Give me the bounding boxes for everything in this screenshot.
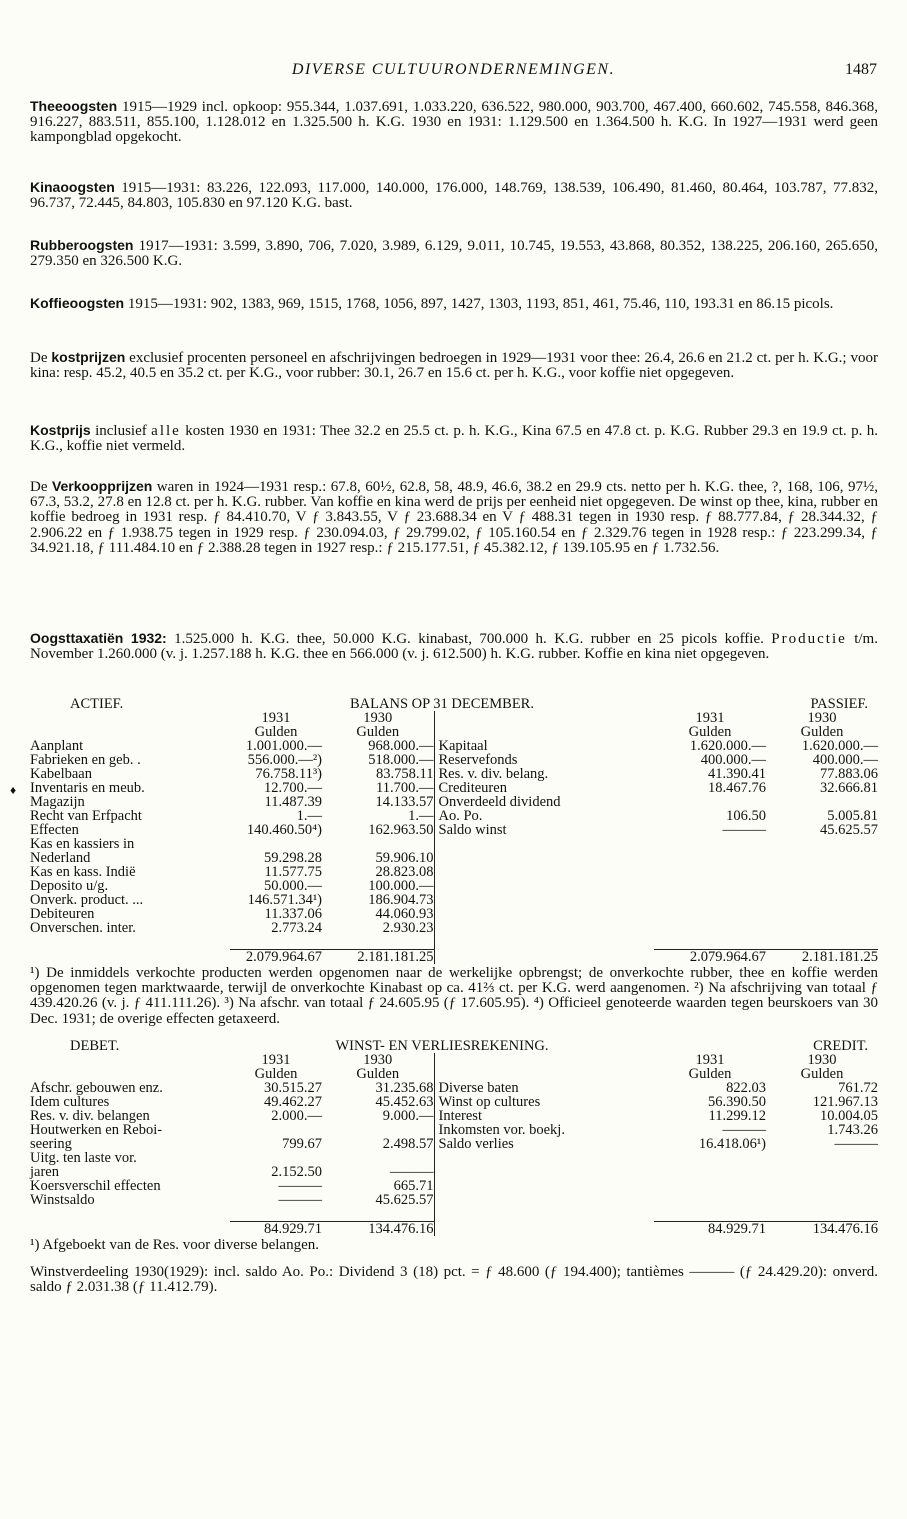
- spaced-word: alle: [151, 423, 181, 439]
- row-label: Afschr. gebouwen enz.: [30, 1080, 163, 1096]
- row-label: Houtwerken en Reboi-: [30, 1122, 163, 1138]
- cell-value: 2.930.23: [382, 920, 434, 936]
- total-value: 134.476.16: [766, 1221, 878, 1236]
- cell-value: [766, 879, 878, 893]
- unit-header: Gulden: [356, 724, 400, 740]
- cell-value: [766, 907, 878, 921]
- lead-term: Kostprijs: [30, 422, 91, 438]
- cell-value: 799.67: [282, 1136, 322, 1152]
- cell-value: 186.904.73: [368, 892, 434, 908]
- row-label: jaren: [30, 1164, 59, 1180]
- cell-value: [654, 865, 766, 879]
- lead-term: Theeoogsten: [30, 98, 118, 114]
- row-label: Uitg. ten laste vor.: [30, 1150, 137, 1166]
- cell-value: 44.060.93: [375, 906, 434, 922]
- row-label: Kabelbaan: [30, 766, 92, 782]
- cell-value: [766, 921, 878, 935]
- cell-value: ———: [722, 1122, 766, 1138]
- cell-value: [654, 795, 766, 809]
- row-label: Crediteuren: [434, 781, 654, 795]
- table-row: [30, 893, 878, 907]
- year-header: 1931: [695, 1052, 725, 1068]
- row-label: [434, 865, 654, 879]
- total-value: 84.929.71: [654, 1221, 766, 1236]
- cell-value: [230, 1123, 322, 1137]
- cell-value: 11.577.75: [264, 864, 322, 880]
- paragraph-text: 1915—1931: 83.226, 122.093, 117.000, 140.000, 176.000, 148.769, 138.539, 106.490, 81.460, 80.464, 103.787, 77.832, 96.737, 72.445, 84.803, 105.830 en 97.120 K.G. bast.: [30, 180, 878, 212]
- cell-value: 761.72: [838, 1080, 878, 1096]
- cell-value: [654, 921, 766, 935]
- row-label: Saldo winst: [434, 823, 654, 837]
- cell-value: 1.001.000.—: [245, 738, 322, 754]
- table-row: [30, 795, 878, 809]
- row-label: Nederland: [30, 850, 91, 866]
- paragraph-koffieoogsten: [30, 296, 878, 312]
- cell-value: 28.823.08: [375, 864, 434, 880]
- row-label: Kas en kassiers in: [30, 836, 135, 852]
- paragraph-text: t/m. November 1.260.000 (v. j. 1.257.188 h. K.G. thee en 566.000 (v. j. 612.500) h. K.G. rubber. Koffie en kina niet opgegeven.: [30, 631, 878, 663]
- row-label: [434, 837, 654, 851]
- passief-label: PASSIEF.: [810, 696, 868, 712]
- balance-footnote: ¹) De inmiddels verkochte producten werden opgenomen naar de werkelijke opbrengst; de onverkochte rubber, thee en koffie werden opgenomen tegen marktwaarde, terwijl de onverkochte Kinabast op ca. 41⅔ ct. per K.G. werd aangenomen. ²) Na afschrijving van totaal ƒ 439.420.26 (v. j. ƒ 411.111.26). ³) Na afschr. van totaal ƒ 24.605.95 (ƒ 17.605.95). ⁴) Officieel genoteerde waarden tegen beurskoers van 30 Dec. 1931; de overige effecten getaxeerd.: [30, 965, 878, 1027]
- cell-value: 18.467.76: [708, 780, 766, 796]
- cell-value: 1.743.26: [827, 1122, 878, 1138]
- paragraph-theeoogsten: [30, 99, 878, 146]
- lead-term: Verkoopprijzen: [51, 478, 153, 494]
- row-label: [434, 907, 654, 921]
- row-label: Res. v. div. belang.: [434, 767, 654, 781]
- cell-value: 50.000.—: [264, 878, 322, 894]
- paragraph-text: kosten 1930 en 1931: Thee 32.2 en 25.5 ct. p. h. K.G., Kina 67.5 en 47.8 ct. p. K.G. Rubber 29.3 en 19.9 ct. p. h. K.G., koffie niet vermeld.: [30, 423, 878, 455]
- balance-title: BALANS OP 31 DECEMBER.: [350, 696, 534, 712]
- row-label: Inkomsten vor. boekj.: [434, 1123, 654, 1137]
- cell-value: ———: [278, 1178, 322, 1194]
- credit-label: CREDIT.: [813, 1038, 868, 1054]
- cell-value: [654, 893, 766, 907]
- spaced-word: Productie: [771, 631, 847, 647]
- paragraph-rubberoogsten: [30, 238, 878, 269]
- cell-value: 968.000.—: [368, 738, 434, 754]
- page-header: [0, 62, 907, 84]
- total-value: 2.079.964.67: [654, 949, 766, 964]
- row-label: [434, 1193, 654, 1207]
- cell-value: [766, 837, 878, 851]
- year-header: 1931: [261, 710, 291, 726]
- cell-value: [766, 1151, 878, 1165]
- row-label: Magazijn: [30, 794, 85, 810]
- row-label: Diverse baten: [434, 1081, 654, 1095]
- cell-value: 31.235.68: [375, 1080, 434, 1096]
- cell-value: 76.758.11³): [255, 766, 322, 782]
- row-label: Winstsaldo: [30, 1192, 95, 1208]
- unit-header: Gulden: [688, 724, 732, 740]
- divider: [434, 949, 654, 964]
- cell-value: ———: [722, 822, 766, 838]
- row-label: Interest: [434, 1109, 654, 1123]
- table-row: [30, 1081, 878, 1095]
- table-row: [30, 1095, 878, 1109]
- row-label: Debiteuren: [30, 906, 95, 922]
- paragraph-pre: De: [30, 350, 52, 366]
- table-row: [30, 1123, 878, 1137]
- cell-value: 2.000.—: [271, 1108, 322, 1124]
- cell-value: [654, 837, 766, 851]
- debet-label: DEBET.: [70, 1038, 120, 1054]
- cell-value: 400.000.—: [812, 752, 878, 768]
- cell-value: 30.515.27: [264, 1080, 322, 1096]
- row-label: Idem cultures: [30, 1094, 110, 1110]
- cell-value: 49.462.27: [264, 1094, 322, 1110]
- total-value: 134.476.16: [322, 1221, 434, 1236]
- total-value: 2.181.181.25: [322, 949, 434, 964]
- row-label: Onverschen. inter.: [30, 920, 136, 936]
- row-label: [434, 1179, 654, 1193]
- row-label: Onverdeeld dividend: [434, 795, 654, 809]
- cell-value: 121.967.13: [812, 1094, 878, 1110]
- cell-value: 45.452.63: [375, 1094, 434, 1110]
- total-value: 2.079.964.67: [230, 949, 322, 964]
- cell-value: 162.963.50: [368, 822, 434, 838]
- paragraph-text: waren in 1924—1931 resp.: 67.8, 60½, 62.8, 58, 48.9, 46.6, 38.2 en 29.9 cts. netto per h. K.G. thee, ?, 168, 106, 97½, 67.3, 53.2, 27.8 en 12.8 ct. per h. K.G. rubber. Van koffie en kina werd de prijs per eenheid niet opgegeven. De winst op thee, kina, rubber en koffie bedroeg in 1931 resp. ƒ 84.410.70, V ƒ 3.843.55, V ƒ 23.688.34 en V ƒ 488.31 tegen in 1930 resp. ƒ 88.777.84, ƒ 28.344.32, ƒ 2.906.22 en ƒ 1.938.75 tegen in 1929 resp. ƒ 230.094.03, ƒ 29.799.02, ƒ 105.160.54 en ƒ 2.329.76 tegen in 1928 resp.: ƒ 223.299.34, ƒ 34.921.18, ƒ 111.484.10 en ƒ 2.388.28 tegen in 1927 resp.: ƒ 215.177.51, ƒ 45.382.12, ƒ 139.105.95 en ƒ 1.732.56.: [30, 479, 878, 556]
- page-number: 1487: [845, 61, 877, 78]
- cell-value: 11.700.—: [376, 780, 434, 796]
- paragraph-kostprijzen: [30, 350, 878, 381]
- cell-value: 400.000.—: [700, 752, 766, 768]
- cell-value: 45.625.57: [375, 1192, 434, 1208]
- cell-value: [654, 879, 766, 893]
- cell-value: [322, 1123, 434, 1137]
- paragraph-text: 1.525.000 h. K.G. thee, 50.000 K.G. kinabast, 700.000 h. K.G. rubber en 25 picols koffie.: [166, 631, 772, 647]
- cell-value: 1.620.000.—: [689, 738, 766, 754]
- row-label: [434, 893, 654, 907]
- table-row: [30, 767, 878, 781]
- year-header: 1930: [807, 710, 837, 726]
- cell-value: 10.004.05: [820, 1108, 878, 1124]
- lead-term: Oogsttaxatiën 1932:: [30, 630, 167, 646]
- cell-value: [654, 1151, 766, 1165]
- profit-distribution: Winstverdeeling 1930(1929): incl. saldo Ao. Po.: Dividend 3 (18) pct. = ƒ 48.600 (ƒ 194.400); tantièmes ——— (ƒ 24.429.20): onverd. saldo ƒ 2.031.38 (ƒ 11.412.79).: [30, 1264, 878, 1296]
- year-header: 1931: [695, 710, 725, 726]
- cell-value: [654, 1179, 766, 1193]
- unit-header: Gulden: [800, 724, 844, 740]
- table-row: [30, 781, 878, 795]
- unit-header: Gulden: [688, 1066, 732, 1082]
- total-value: 84.929.71: [230, 1221, 322, 1236]
- profit-loss-table: [30, 1039, 878, 1236]
- cell-value: ———: [834, 1136, 878, 1152]
- year-header: 1931: [261, 1052, 291, 1068]
- cell-value: 32.666.81: [820, 780, 878, 796]
- table-row: [30, 1193, 878, 1207]
- unit-header: Gulden: [254, 1066, 298, 1082]
- table-row: [30, 753, 878, 767]
- cell-value: 106.50: [726, 808, 766, 824]
- table-row: [30, 1179, 878, 1193]
- cell-value: [766, 795, 878, 809]
- cell-value: [766, 1193, 878, 1207]
- cell-value: 518.000.—: [368, 752, 434, 768]
- table-row: [30, 1137, 878, 1151]
- cell-value: 140.460.50⁴): [246, 822, 322, 838]
- paragraph-text: exclusief procenten personeel en afschrijvingen bedroegen in 1929—1931 voor thee: 26.4, 26.6 en 21.2 ct. per h. K.G.; voor kina: resp. 45.2, 40.5 en 35.2 ct. per K.G., voor rubber: 30.1, 26.7 en 15.6 ct. per h. K.G., voor koffie niet opgegeven.: [30, 350, 878, 382]
- cell-value: 11.337.06: [264, 906, 322, 922]
- row-label: [434, 1151, 654, 1165]
- row-label: Res. v. div. belangen: [30, 1108, 150, 1124]
- cell-value: [766, 893, 878, 907]
- row-label: Aanplant: [30, 738, 84, 754]
- unit-header: Gulden: [356, 1066, 400, 1082]
- cell-value: 2.498.57: [382, 1136, 434, 1152]
- profit-loss-title: WINST- EN VERLIESREKENING.: [335, 1038, 549, 1054]
- table-row: [30, 921, 878, 935]
- cell-value: [654, 1165, 766, 1179]
- row-label: [434, 879, 654, 893]
- table-row: [30, 907, 878, 921]
- cell-value: 5.005.81: [827, 808, 878, 824]
- paragraph-kostprijs: [30, 423, 878, 454]
- actief-label: ACTIEF.: [70, 696, 124, 712]
- cell-value: [230, 1151, 322, 1165]
- cell-value: 14.133.57: [375, 794, 434, 810]
- cell-value: 1.—: [408, 808, 434, 824]
- paragraph-kinaoogsten: [30, 180, 878, 211]
- total-value: 2.181.181.25: [766, 949, 878, 964]
- table-row: [30, 865, 878, 879]
- total-row: [30, 949, 878, 964]
- unit-header: Gulden: [254, 724, 298, 740]
- cell-value: 41.390.41: [708, 766, 766, 782]
- lead-term: Koffieoogsten: [30, 295, 125, 311]
- row-label: Saldo verlies: [434, 1137, 654, 1151]
- year-header: 1930: [363, 1052, 393, 1068]
- total-row: [30, 1221, 878, 1236]
- lead-term: kostprijzen: [51, 349, 126, 365]
- row-label: Ao. Po.: [434, 809, 654, 823]
- table-row: [30, 837, 878, 851]
- table-row: [30, 739, 878, 753]
- cell-value: 1.620.000.—: [801, 738, 878, 754]
- paragraph-text: 1915—1931: 902, 1383, 969, 1515, 1768, 1056, 897, 1427, 1303, 1193, 851, 461, 75.46, 110, 193.31 en 86.15 picols.: [124, 296, 834, 312]
- paragraph-oogsttaxatien: [30, 631, 878, 662]
- table-row: [30, 1109, 878, 1123]
- cell-value: [766, 1165, 878, 1179]
- cell-value: 9.000.—: [382, 1108, 434, 1124]
- cell-value: 100.000.—: [368, 878, 434, 894]
- table-row: [30, 1151, 878, 1165]
- cell-value: 146.571.34¹): [247, 892, 322, 908]
- table-row: [30, 823, 878, 837]
- cell-value: [654, 851, 766, 865]
- cell-value: 665.71: [393, 1178, 434, 1194]
- cell-value: 77.883.06: [820, 766, 878, 782]
- row-label: [434, 851, 654, 865]
- cell-value: 822.03: [726, 1080, 766, 1096]
- paragraph-verkoopprijzen: [30, 479, 878, 556]
- running-title: DIVERSE CULTUURONDERNEMINGEN.: [291, 61, 616, 78]
- year-header: 1930: [363, 710, 393, 726]
- cell-value: 2.773.24: [271, 920, 322, 936]
- paragraph-text: 1915—1929 incl. opkoop: 955.344, 1.037.691, 1.033.220, 636.522, 980.000, 903.700, 467.400, 660.602, 745.558, 846.368, 916.227, 883.511, 855.100, 1.128.012 en 1.325.500 h. K.G. 1930 en 1931: 1.129.500 en 1.364.500 h. K.G. In 1927—1931 werd geen kampongblad opgekocht.: [30, 99, 878, 146]
- row-label: Deposito u/g.: [30, 878, 109, 894]
- margin-mark: ♦: [10, 783, 17, 797]
- row-label: Onverk. product. ...: [30, 892, 144, 908]
- year-header: 1930: [807, 1052, 837, 1068]
- cell-value: 556.000.—²): [247, 752, 322, 768]
- divider: [434, 1221, 654, 1236]
- row-label: Effecten: [30, 822, 79, 838]
- cell-value: [230, 837, 322, 851]
- cell-value: [322, 837, 434, 851]
- row-label: seering: [30, 1136, 72, 1152]
- cell-value: [766, 865, 878, 879]
- balance-sheet-table: [30, 697, 878, 964]
- cell-value: ———: [390, 1164, 434, 1180]
- row-label: Fabrieken en geb. .: [30, 752, 141, 768]
- cell-value: [654, 1193, 766, 1207]
- row-label: Kapitaal: [434, 739, 654, 753]
- table-row: [30, 1165, 878, 1179]
- table-row: [30, 851, 878, 865]
- lead-term: Kinaoogsten: [30, 179, 115, 195]
- paragraph-text: 1917—1931: 3.599, 3.890, 706, 7.020, 3.989, 6.129, 9.011, 10.745, 19.553, 43.868, 80.352, 138.225, 206.160, 265.650, 279.350 en 326.500 K.G.: [30, 238, 878, 270]
- cell-value: [322, 1151, 434, 1165]
- cell-value: 12.700.—: [264, 780, 322, 796]
- cell-value: 59.906.10: [375, 850, 434, 866]
- cell-value: 45.625.57: [820, 822, 878, 838]
- cell-value: [654, 907, 766, 921]
- row-label: Inventaris en meub.: [30, 780, 145, 796]
- row-label: Reservefonds: [434, 753, 654, 767]
- cell-value: 2.152.50: [271, 1164, 322, 1180]
- paragraph-text: inclusief: [90, 423, 152, 439]
- table-row: [30, 809, 878, 823]
- cell-value: 83.758.11: [376, 766, 434, 782]
- cell-value: 16.418.06¹): [698, 1136, 766, 1152]
- profit-loss-footnote: ¹) Afgeboekt van de Res. voor diverse belangen.: [30, 1237, 319, 1253]
- paragraph-pre: De: [30, 479, 52, 495]
- lead-term: Rubberoogsten: [30, 237, 134, 253]
- cell-value: 11.487.39: [264, 794, 322, 810]
- row-label: Recht van Erfpacht: [30, 808, 142, 824]
- table-row: [30, 879, 878, 893]
- cell-value: 11.299.12: [708, 1108, 766, 1124]
- cell-value: ———: [278, 1192, 322, 1208]
- unit-header: Gulden: [800, 1066, 844, 1082]
- cell-value: 56.390.50: [708, 1094, 766, 1110]
- row-label: Koersverschil effecten: [30, 1178, 161, 1194]
- row-label: Kas en kass. Indië: [30, 864, 136, 880]
- cell-value: [766, 1179, 878, 1193]
- row-label: [434, 921, 654, 935]
- row-label: [434, 1165, 654, 1179]
- cell-value: [766, 851, 878, 865]
- row-label: Winst op cultures: [434, 1095, 654, 1109]
- cell-value: 59.298.28: [264, 850, 322, 866]
- cell-value: 1.—: [296, 808, 322, 824]
